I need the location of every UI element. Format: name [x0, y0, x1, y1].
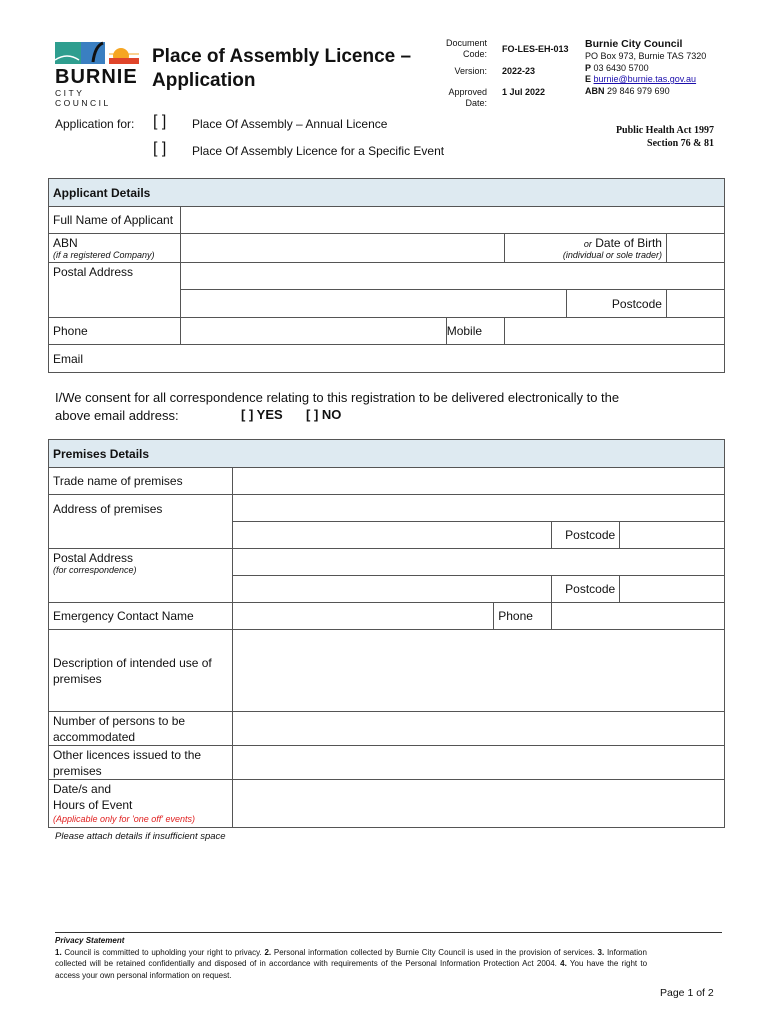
- page-number: Page 1 of 2: [660, 987, 714, 999]
- page-title: [152, 45, 411, 93]
- title-line-2: Application: [152, 70, 256, 91]
- consent-line-1: I/We consent for all correspondence relating to this registration to be delivered electronically to the: [55, 390, 620, 405]
- premises-postcode-field[interactable]: [620, 522, 725, 549]
- phone-label: Phone: [49, 318, 181, 345]
- council-email: [585, 74, 706, 86]
- abn-note: (if a registered Company): [53, 250, 155, 260]
- approved-label: Approved Date:: [448, 87, 487, 108]
- other-licences-label: Other licences issued to the premises: [49, 746, 233, 780]
- privacy-heading: Privacy Statement: [55, 936, 125, 945]
- privacy-statement: [55, 935, 647, 981]
- attach-note: Please attach details if insufficient space: [55, 831, 226, 842]
- dob-field[interactable]: [666, 234, 724, 263]
- doc-code-label: Document Code:: [445, 38, 487, 59]
- act-section: Section 76 & 81: [647, 138, 714, 149]
- dob-note: (individual or sole trader): [562, 250, 662, 260]
- version-value: 2022-23: [502, 66, 536, 76]
- mobile-label: Mobile: [446, 318, 504, 345]
- premises-address-field-2[interactable]: [232, 522, 551, 549]
- email-prefix: E: [585, 74, 592, 84]
- premises-postal-postcode-label: Postcode: [552, 576, 620, 603]
- privacy-n2: 2.: [264, 947, 272, 957]
- premises-postal-label-cell: [49, 549, 233, 603]
- premises-postal-postcode-field[interactable]: [620, 576, 725, 603]
- dates-label-cell: [49, 780, 233, 828]
- postal-address-label: Postal Address: [49, 263, 181, 318]
- dates-label: Date/s and: [53, 782, 112, 796]
- abn-label: ABN: [53, 236, 78, 250]
- email-label: Email: [49, 345, 725, 373]
- event-licence-checkbox[interactable]: [ ]: [153, 140, 167, 157]
- emergency-phone-label: Phone: [494, 603, 552, 630]
- applicant-heading: Applicant Details: [49, 179, 725, 207]
- emergency-contact-label: Emergency Contact Name: [49, 603, 233, 630]
- phone-prefix: P: [585, 62, 592, 73]
- logo-word: BURNIE: [55, 66, 138, 88]
- emergency-contact-field[interactable]: [232, 603, 493, 630]
- act-name: Public Health Act 1997: [615, 125, 714, 136]
- abn-field[interactable]: [181, 234, 505, 263]
- premises-postal-note: (for correspondence): [53, 565, 137, 575]
- council-contact: [585, 38, 706, 97]
- dates-field[interactable]: [232, 780, 724, 828]
- premises-address-field-1[interactable]: [232, 495, 724, 522]
- other-licences-field[interactable]: [232, 746, 724, 780]
- annual-licence-checkbox[interactable]: [ ]: [153, 113, 167, 130]
- persons-field[interactable]: [232, 712, 724, 746]
- annual-licence-label: Place Of Assembly – Annual Licence: [192, 117, 388, 131]
- council-name: Burnie City Council: [585, 38, 683, 50]
- or-label: or: [583, 239, 592, 249]
- emergency-phone-field[interactable]: [552, 603, 725, 630]
- privacy-n1: 1.: [55, 947, 62, 957]
- title-line-1: Place of Assembly Licence –: [152, 46, 412, 67]
- postcode-field[interactable]: [666, 290, 724, 318]
- abn-value: 29 846 979 690: [607, 85, 670, 96]
- hours-label: Hours of Event: [53, 798, 133, 812]
- logo-subtitle: CITY COUNCIL: [55, 88, 111, 108]
- privacy-p4: You have the right to access your own personal information on request.: [55, 959, 648, 980]
- approved-value: 1 Jul 2022: [502, 87, 546, 97]
- postcode-label: Postcode: [566, 290, 666, 318]
- dates-note: (Applicable only for 'one off' events): [53, 814, 196, 824]
- abn-label-cell: [49, 234, 181, 263]
- privacy-text: [55, 947, 647, 982]
- application-for-label: Application for:: [55, 117, 135, 131]
- privacy-p3: Information collected will be retained confidentially and disposed of in accordance with requirements of the Personal Information Protection Act 2004.: [55, 947, 647, 968]
- premises-heading: Premises Details: [49, 440, 725, 468]
- privacy-n3: 3.: [597, 947, 605, 957]
- dob-label-cell: [504, 234, 666, 263]
- postal-address-field-2[interactable]: [181, 290, 567, 318]
- event-licence-label: Place Of Assembly Licence for a Specific Event: [192, 144, 445, 158]
- act-reference: [560, 124, 714, 150]
- consent-line-2: above email address:: [55, 408, 179, 423]
- applicant-table: [48, 178, 725, 373]
- consent-yes-checkbox[interactable]: [ ] YES: [241, 407, 283, 422]
- council-abn: [585, 86, 706, 98]
- version-label: Version:: [454, 66, 487, 76]
- trade-name-label: Trade name of premises: [49, 468, 233, 495]
- phone-field[interactable]: [181, 318, 447, 345]
- description-field[interactable]: [232, 630, 724, 712]
- privacy-divider: [55, 932, 722, 933]
- privacy-p1: Council is committed to upholding your right to privacy.: [64, 947, 262, 957]
- premises-address-label: Address of premises: [49, 495, 233, 549]
- description-label: Description of intended use of premises: [49, 630, 233, 712]
- privacy-p2: Personal information collected by Burnie City Council is used in the provision of services.: [273, 947, 595, 957]
- burnie-logo: [55, 40, 140, 108]
- full-name-field[interactable]: [181, 207, 725, 234]
- premises-postcode-label: Postcode: [552, 522, 620, 549]
- email-link[interactable]: burnie@burnie.tas.gov.au: [593, 74, 697, 84]
- logo-graphic-icon: [55, 40, 140, 68]
- council-phone: [585, 63, 706, 75]
- privacy-n4: 4.: [560, 959, 567, 968]
- persons-label: Number of persons to be accommodated: [49, 712, 233, 746]
- postal-address-field-1[interactable]: [181, 263, 725, 290]
- full-name-label: Full Name of Applicant: [49, 207, 181, 234]
- mobile-field[interactable]: [504, 318, 724, 345]
- consent-no-checkbox[interactable]: [ ] NO: [306, 407, 342, 422]
- trade-name-field[interactable]: [232, 468, 724, 495]
- phone-value: 03 6430 5700: [593, 62, 649, 73]
- doc-code-value: FO-LES-EH-013: [502, 44, 569, 54]
- dob-label: Date of Birth: [595, 236, 662, 250]
- premises-postal-field-1[interactable]: [232, 549, 724, 576]
- abn-prefix: ABN: [585, 85, 605, 96]
- premises-postal-label: Postal Address: [53, 551, 134, 565]
- premises-postal-field-2[interactable]: [232, 576, 551, 603]
- council-address: PO Box 973, Burnie TAS 7320: [585, 51, 707, 61]
- premises-table: [48, 439, 725, 828]
